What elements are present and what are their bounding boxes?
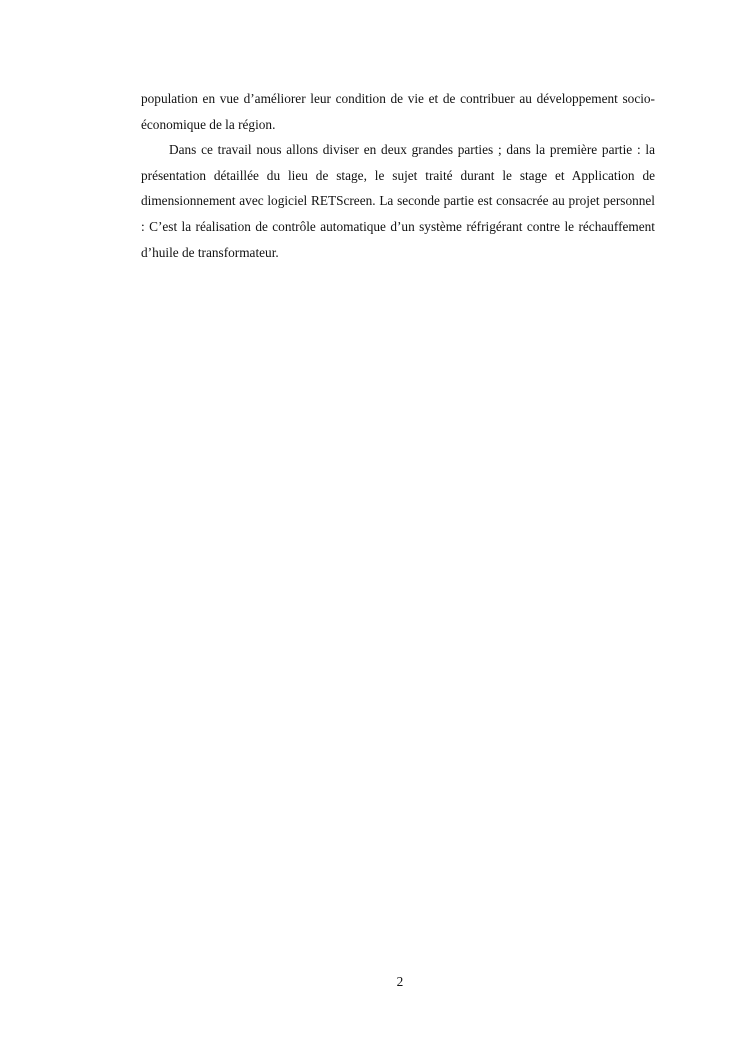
body-text [141, 86, 655, 265]
paragraph-outline: Dans ce travail nous allons diviser en deux grandes parties ; dans la première partie : la présentation détaillée du lieu de stage, le sujet traité durant le stage et Application de dimensionnement avec logiciel RETScreen. La seconde partie est consacrée au projet personnel : C’est la réalisation de contrôle automatique d’un système réfrigérant contre le réchauffement d’huile de transformateur. [141, 142, 655, 260]
page-number: 2 [396, 974, 404, 989]
paragraph-continuation: population en vue d’améliorer leur condition de vie et de contribuer au développement socio-économique de la région. [141, 91, 655, 132]
